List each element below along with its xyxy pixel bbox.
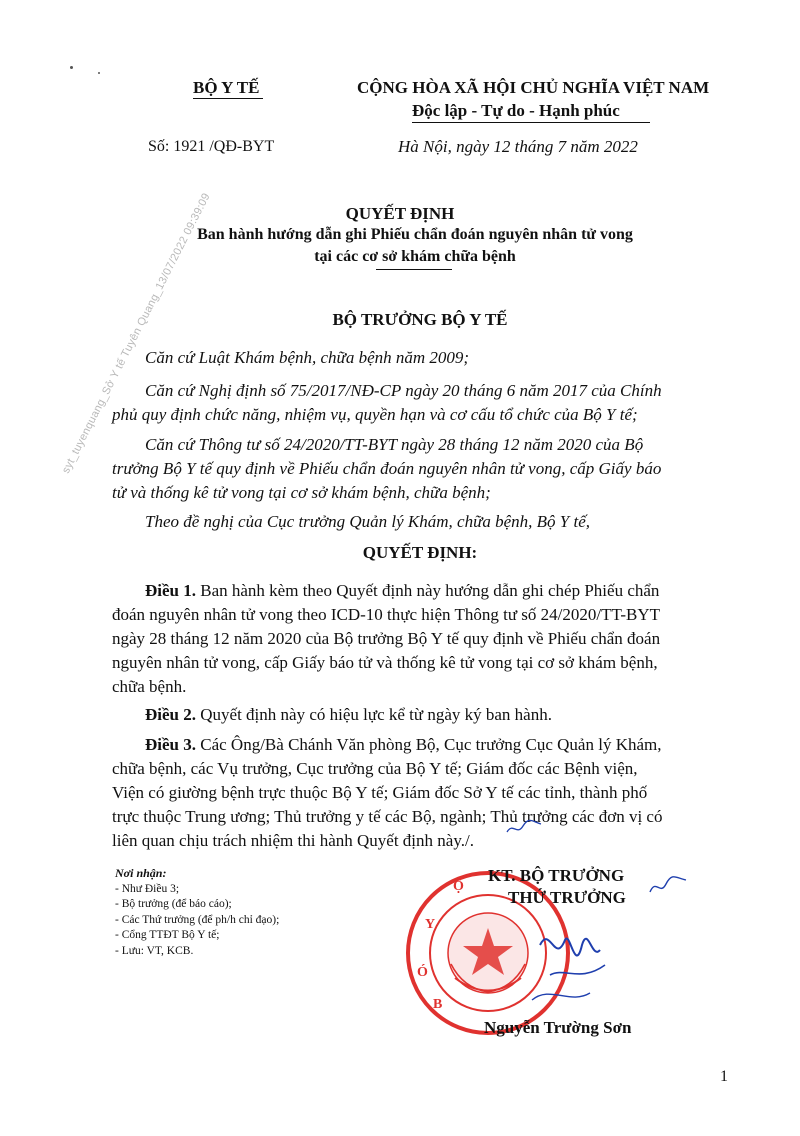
national-motto: Độc lập - Tự do - Hạnh phúc — [412, 101, 620, 120]
recipient-item: - Bộ trưởng (để báo cáo); — [115, 898, 232, 910]
recipient-item: - Như Điều 3; — [115, 882, 180, 895]
motto-underline — [412, 122, 650, 123]
basis-4-line: Theo đề nghị của Cục trưởng Quản lý Khám, chữa bệnh, Bộ Y tế, — [145, 512, 591, 531]
subtitle-underline — [376, 269, 452, 270]
recipients-block — [115, 866, 279, 959]
national-title: CỘNG HÒA XÃ HỘI CHỦ NGHĨA VIỆT NAM — [357, 78, 710, 97]
document-subtitle-line2: tại các cơ sở khám chữa bệnh — [314, 248, 516, 265]
recipient-item: - Lưu: VT, KCB. — [115, 944, 194, 957]
scan-speck — [98, 72, 100, 74]
handwritten-signature — [520, 905, 630, 1015]
article-1-line: ngày 28 tháng 12 năm 2020 của Bộ trưởng Bộ Y tế quy định về Phiếu chẩn đoán — [112, 629, 661, 648]
basis-3-line: trưởng Bộ Y tế quy định về Phiếu chẩn đoán nguyên nhân tử vong, cấp Giấy báo — [112, 459, 662, 478]
place-date: Hà Nội, ngày 12 tháng 7 năm 2022 — [398, 137, 638, 156]
recipient-item: - Cổng TTĐT Bộ Y tế; — [115, 929, 220, 941]
decision-heading: QUYẾT ĐỊNH: — [362, 543, 478, 562]
page-number: 1 — [720, 1068, 728, 1085]
ministry-name: BỘ Y TẾ — [193, 78, 260, 97]
basis-1 — [145, 346, 469, 370]
basis-4 — [145, 510, 590, 534]
document-title: QUYẾT ĐỊNH — [345, 204, 455, 223]
issuing-authority: BỘ TRƯỞNG BỘ Y TẾ — [332, 310, 508, 329]
article-3-label: Điều 3. — [145, 735, 196, 754]
basis-3 — [112, 433, 661, 505]
digital-signature-watermark: syt_tuyenquang_Sở Y tế Tuyên Quang_13/07/2022 09:39:09 — [60, 191, 213, 476]
article-3-line: trực thuộc Trung ương; Thủ trưởng y tế các Bộ, ngành; Thủ trưởng các đơn vị có — [112, 807, 663, 826]
article-2-line: Quyết định này có hiệu lực kể từ ngày ký ban hành. — [196, 705, 552, 724]
recipient-item: - Các Thứ trưởng (để ph/h chỉ đạo); — [115, 913, 280, 926]
article-1 — [112, 579, 660, 699]
article-2 — [112, 703, 552, 727]
signer-name: Nguyễn Trường Sơn — [484, 1018, 632, 1037]
basis-2-line: Căn cứ Nghị định số 75/2017/NĐ-CP ngày 20 tháng 6 năm 2017 của Chính — [145, 381, 662, 400]
article-1-line: nguyên nhân tử vong, cấp Giấy báo tử và thống kê tử vong tại cơ sở khám bệnh, — [112, 653, 658, 672]
document-subtitle-line1: Ban hành hướng dẫn ghi Phiếu chẩn đoán nguyên nhân tử vong — [197, 226, 633, 243]
basis-3-line: tử và thống kê tử vong tại cơ sở khám bệnh, chữa bệnh; — [112, 483, 491, 502]
article-1-line: Ban hành kèm theo Quyết định này hướng dẫn ghi chép Phiếu chẩn — [196, 581, 660, 600]
article-1-line: đoán nguyên nhân tử vong theo ICD-10 thực hiện Thông tư số 24/2020/TT-BYT — [112, 605, 660, 624]
ministry-underline — [193, 98, 263, 99]
article-2-label: Điều 2. — [145, 705, 196, 724]
basis-2 — [112, 379, 662, 427]
article-1-label: Điều 1. — [145, 581, 196, 600]
signature-deputy-title: THỨ TRƯỞNG — [508, 888, 626, 907]
article-3-line: Viện có giường bệnh trực thuộc Bộ Y tế; Giám đốc Sở Y tế các tỉnh, thành phố — [112, 783, 648, 802]
svg-text:Y: Y — [425, 917, 436, 932]
article-3-line: Các Ông/Bà Chánh Văn phòng Bộ, Cục trưởng Cục Quản lý Khám, — [196, 735, 662, 754]
document-number: Số: 1921 /QĐ-BYT — [148, 138, 275, 155]
svg-text:Ộ: Ộ — [453, 879, 464, 894]
article-3-line: liên quan chịu trách nhiệm thi hành Quyết định này./. — [112, 831, 474, 850]
basis-2-line: phủ quy định chức năng, nhiệm vụ, quyền hạn và cơ cấu tổ chức của Bộ Y tế; — [112, 405, 638, 424]
svg-text:B: B — [433, 997, 443, 1012]
signature-for-minister: KT. BỘ TRƯỞNG — [488, 866, 625, 885]
article-1-line: chữa bệnh. — [112, 677, 187, 696]
article-3-line: chữa bệnh, các Vụ trưởng, Cục trưởng của Bộ Y tế; Giám đốc các Bệnh viện, — [112, 759, 638, 778]
initials-mark — [505, 818, 545, 838]
article-3 — [112, 733, 662, 853]
basis-3-line: Căn cứ Thông tư số 24/2020/TT-BYT ngày 28 tháng 12 năm 2020 của Bộ — [145, 435, 644, 454]
svg-text:Ó: Ó — [417, 965, 428, 980]
scan-speck — [70, 66, 73, 69]
basis-1-line: Căn cứ Luật Khám bệnh, chữa bệnh năm 2009; — [145, 348, 470, 367]
title-initials-mark — [646, 870, 690, 900]
recipients-title: Nơi nhận: — [115, 866, 167, 880]
